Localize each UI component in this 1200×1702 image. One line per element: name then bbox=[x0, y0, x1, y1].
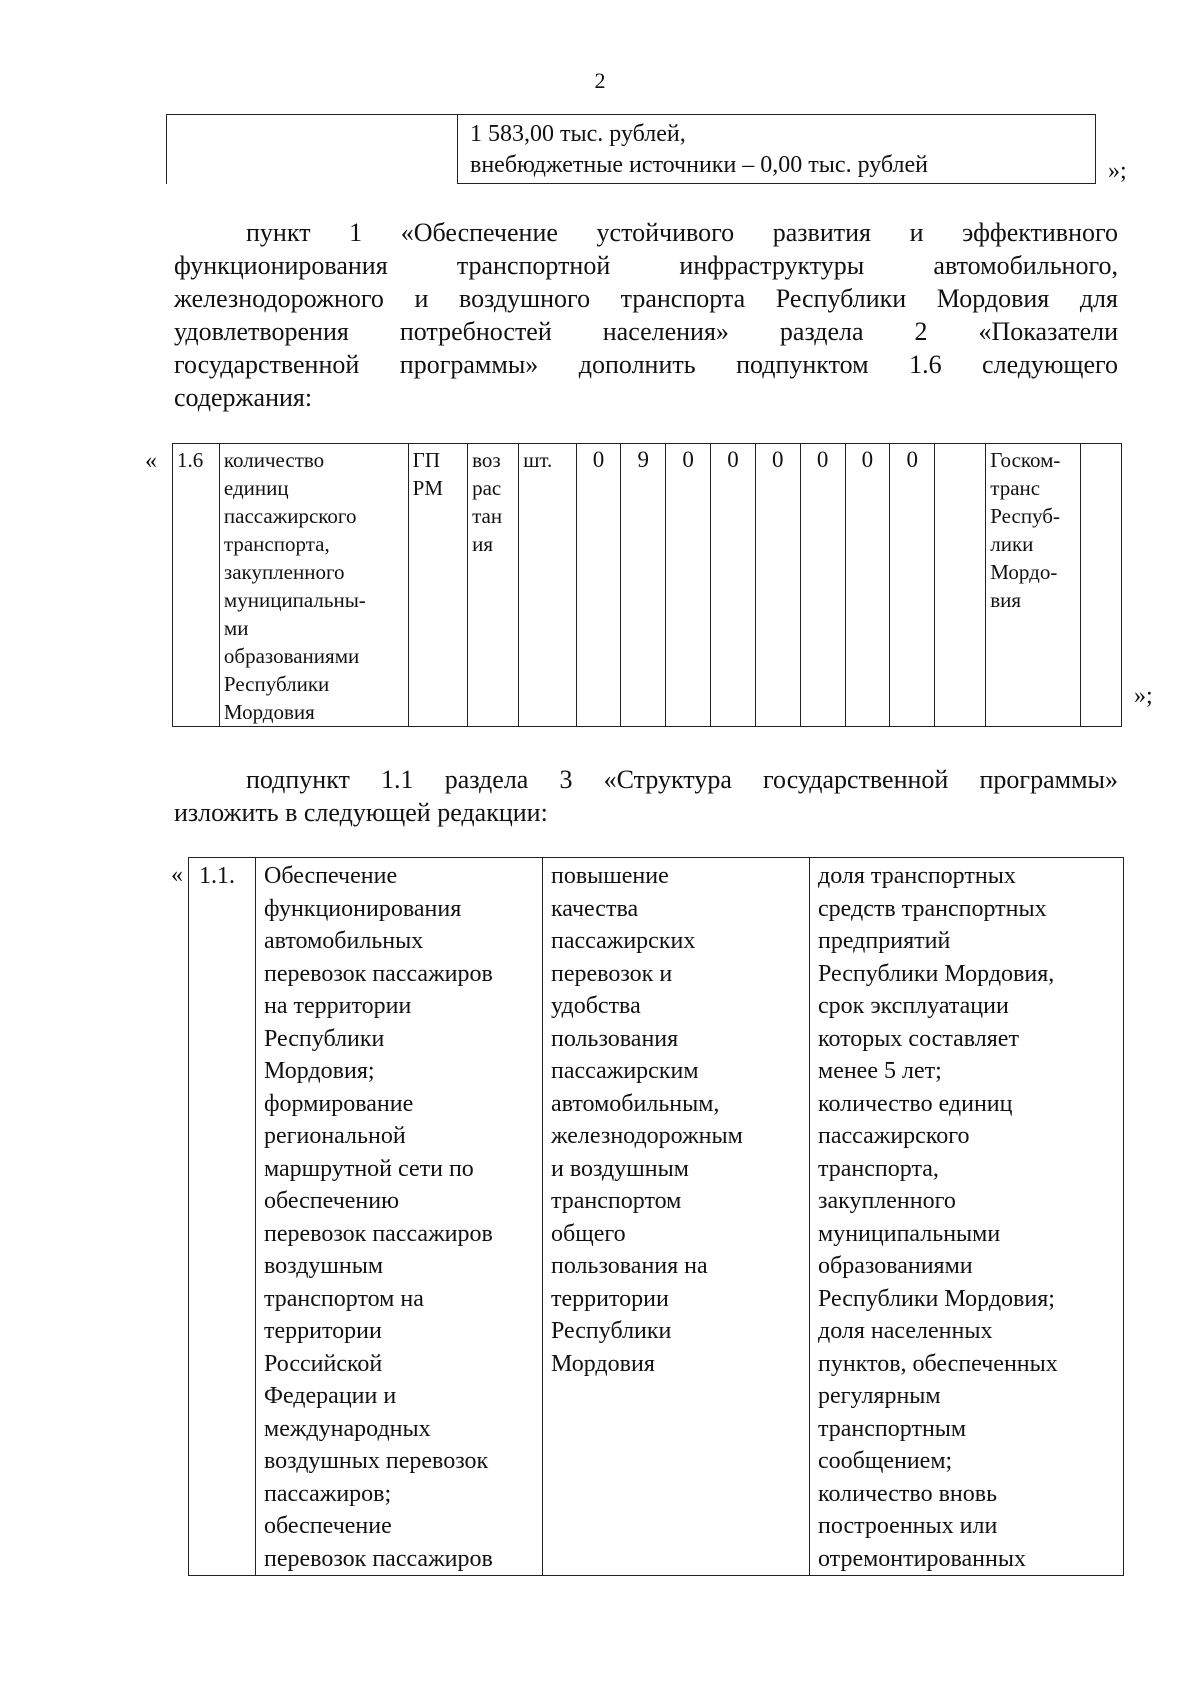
text-line: транспорта, bbox=[818, 1155, 939, 1182]
text-line: маршрутной сети по bbox=[264, 1155, 474, 1182]
paragraph-line: подпункт 1.1 раздела 3 «Структура государственной программы» bbox=[246, 765, 1118, 794]
text-line: транс bbox=[990, 476, 1041, 500]
text-line: автомобильным, bbox=[551, 1090, 720, 1117]
budget-table-fragment bbox=[166, 114, 1096, 184]
indicator-value: 0 bbox=[711, 444, 756, 727]
text-line: пассажирского bbox=[818, 1123, 970, 1149]
text-line: формирование bbox=[264, 1090, 414, 1117]
text-line: муниципальными bbox=[818, 1220, 1001, 1247]
text-line: Республики bbox=[551, 1318, 672, 1344]
paragraph-line: пункт 1 «Обеспечение устойчивого развития и эффективного bbox=[246, 218, 1118, 247]
text-line: пользования на bbox=[551, 1253, 708, 1279]
text-line: отремонтированных bbox=[818, 1545, 1026, 1572]
paragraph-line: государственной программы» дополнить подпунктом 1.6 следующего bbox=[174, 350, 1118, 379]
closing-quote: »; bbox=[1108, 158, 1127, 184]
text-line: автомобильных bbox=[264, 928, 424, 954]
text-line: доля населенных bbox=[818, 1318, 993, 1344]
text-line: сообщением; bbox=[818, 1448, 953, 1474]
indicator-value: 0 bbox=[845, 444, 890, 727]
text-line: железнодорожным bbox=[551, 1123, 743, 1149]
text-line: территории bbox=[264, 1318, 382, 1344]
text-line: количество единиц bbox=[818, 1090, 1013, 1117]
structure-number: 1.1. bbox=[189, 858, 256, 1576]
structure-tasks bbox=[543, 858, 810, 1576]
opening-quote: « bbox=[145, 448, 157, 474]
text-line: транспортным bbox=[818, 1415, 967, 1442]
text-line: РМ bbox=[412, 476, 444, 500]
text-line: регулярным bbox=[818, 1383, 941, 1409]
text-line: срок эксплуатации bbox=[818, 993, 1009, 1019]
text-line: единиц bbox=[223, 476, 289, 500]
text-line: транспортом на bbox=[264, 1285, 424, 1312]
text-line: образованиями bbox=[223, 644, 360, 668]
text-line: международных bbox=[264, 1415, 431, 1442]
text-line: перевозок пассажиров bbox=[264, 1220, 493, 1247]
text-line: построенных или bbox=[818, 1513, 998, 1539]
text-line: рас bbox=[472, 476, 502, 500]
text-line: Обеспечение bbox=[264, 863, 398, 889]
paragraph-line: железнодорожного и воздушного транспорта Республики Мордовия для bbox=[174, 284, 1118, 313]
text-line: пассажирского bbox=[223, 504, 357, 528]
indicator-program bbox=[408, 444, 467, 727]
budget-line-2: внебюджетные источники – 0,00 тыс. рублей bbox=[470, 152, 929, 178]
text-line: на территории bbox=[264, 993, 412, 1019]
budget-line-1: 1 583,00 тыс. рублей, bbox=[470, 121, 686, 147]
paragraph-amendment-2 bbox=[174, 763, 1118, 829]
text-line: общего bbox=[551, 1220, 626, 1247]
text-line: Республики bbox=[223, 672, 330, 696]
indicator-value: 0 bbox=[800, 444, 845, 727]
text-line: воз bbox=[472, 448, 501, 472]
text-line: Мордовия bbox=[551, 1350, 655, 1377]
text-line: вия bbox=[990, 588, 1022, 612]
text-line: муниципальны- bbox=[223, 588, 366, 612]
indicator-name bbox=[219, 444, 408, 727]
indicator-unit: шт. bbox=[519, 444, 576, 727]
text-line: удобства bbox=[551, 993, 641, 1019]
text-line: повышение bbox=[551, 863, 669, 889]
text-line: качества bbox=[551, 895, 639, 922]
text-line: количество вновь bbox=[818, 1480, 998, 1507]
text-line: транспортом bbox=[551, 1188, 682, 1214]
text-line: Федерации и bbox=[264, 1383, 397, 1409]
structure-indicators bbox=[810, 858, 1124, 1576]
text-line: территории bbox=[551, 1285, 669, 1312]
text-line: перевозок пассажиров bbox=[264, 960, 493, 987]
text-line: воздушных перевозок bbox=[264, 1448, 489, 1474]
text-line: количество bbox=[223, 448, 325, 472]
paragraph-line: содержания: bbox=[174, 383, 313, 412]
text-line: доля транспортных bbox=[818, 863, 1016, 889]
text-line: которых составляет bbox=[818, 1025, 1019, 1052]
text-line: ия bbox=[472, 532, 494, 556]
indicator-table bbox=[172, 443, 1122, 727]
text-line: Мордовия bbox=[223, 700, 315, 724]
indicator-value: 9 bbox=[621, 444, 666, 727]
text-line: Госком- bbox=[990, 448, 1061, 472]
paragraph-line: функционирования транспортной инфраструктуры автомобильного, bbox=[174, 251, 1118, 280]
indicator-trend bbox=[468, 444, 519, 727]
text-line: тан bbox=[472, 504, 503, 528]
text-line: перевозок и bbox=[551, 960, 673, 987]
budget-text-cell bbox=[458, 115, 1096, 184]
text-line: обеспечение bbox=[264, 1513, 392, 1539]
text-line: обеспечению bbox=[264, 1188, 400, 1214]
text-line: Мордовия; bbox=[264, 1058, 375, 1084]
indicator-value: 0 bbox=[755, 444, 800, 727]
page-number: 2 bbox=[594, 68, 606, 93]
text-line: менее 5 лет; bbox=[818, 1058, 942, 1084]
text-line: функционирования bbox=[264, 895, 462, 922]
indicator-value: 0 bbox=[576, 444, 621, 727]
text-line: Мордо- bbox=[990, 560, 1058, 584]
indicator-responsible bbox=[986, 444, 1081, 727]
text-line: Республики Мордовия; bbox=[818, 1285, 1055, 1312]
text-line: закупленного bbox=[818, 1188, 956, 1214]
text-line: средств транспортных bbox=[818, 895, 1047, 922]
text-line: лики bbox=[990, 532, 1034, 556]
text-line: пассажирским bbox=[551, 1058, 699, 1084]
text-line: Республики Мордовия, bbox=[818, 960, 1055, 987]
text-line: Российской bbox=[264, 1350, 383, 1377]
text-line: и воздушным bbox=[551, 1155, 689, 1182]
text-line: образованиями bbox=[818, 1253, 973, 1279]
text-line: перевозок пассажиров bbox=[264, 1545, 493, 1572]
text-line: пользования bbox=[551, 1025, 679, 1052]
indicator-value bbox=[935, 444, 986, 727]
text-line: воздушным bbox=[264, 1253, 384, 1279]
text-line: ГП bbox=[412, 448, 440, 472]
text-line: предприятий bbox=[818, 928, 951, 954]
text-line: ми bbox=[223, 616, 249, 640]
closing-quote: »; bbox=[1134, 683, 1153, 709]
text-line: региональной bbox=[264, 1123, 406, 1149]
opening-quote: « bbox=[171, 862, 183, 888]
paragraph-line: удовлетворения потребностей населения» раздела 2 «Показатели bbox=[174, 317, 1118, 346]
budget-empty-cell bbox=[167, 115, 458, 184]
indicator-value: 0 bbox=[890, 444, 935, 727]
text-line: пассажирских bbox=[551, 928, 696, 954]
text-line: Респуб- bbox=[990, 504, 1060, 528]
indicator-number: 1.6 bbox=[173, 444, 220, 727]
paragraph-line: изложить в следующей редакции: bbox=[174, 798, 548, 827]
text-line: пунктов, обеспеченных bbox=[818, 1350, 1058, 1377]
text-line: пассажиров; bbox=[264, 1480, 392, 1507]
indicator-value: 0 bbox=[666, 444, 711, 727]
text-line: Республики bbox=[264, 1025, 385, 1052]
text-line: транспорта, bbox=[223, 532, 330, 556]
indicator-last bbox=[1081, 444, 1122, 727]
structure-objectives bbox=[256, 858, 543, 1576]
text-line: закупленного bbox=[223, 560, 345, 584]
paragraph-amendment-1 bbox=[174, 216, 1118, 414]
structure-table bbox=[188, 857, 1124, 1576]
